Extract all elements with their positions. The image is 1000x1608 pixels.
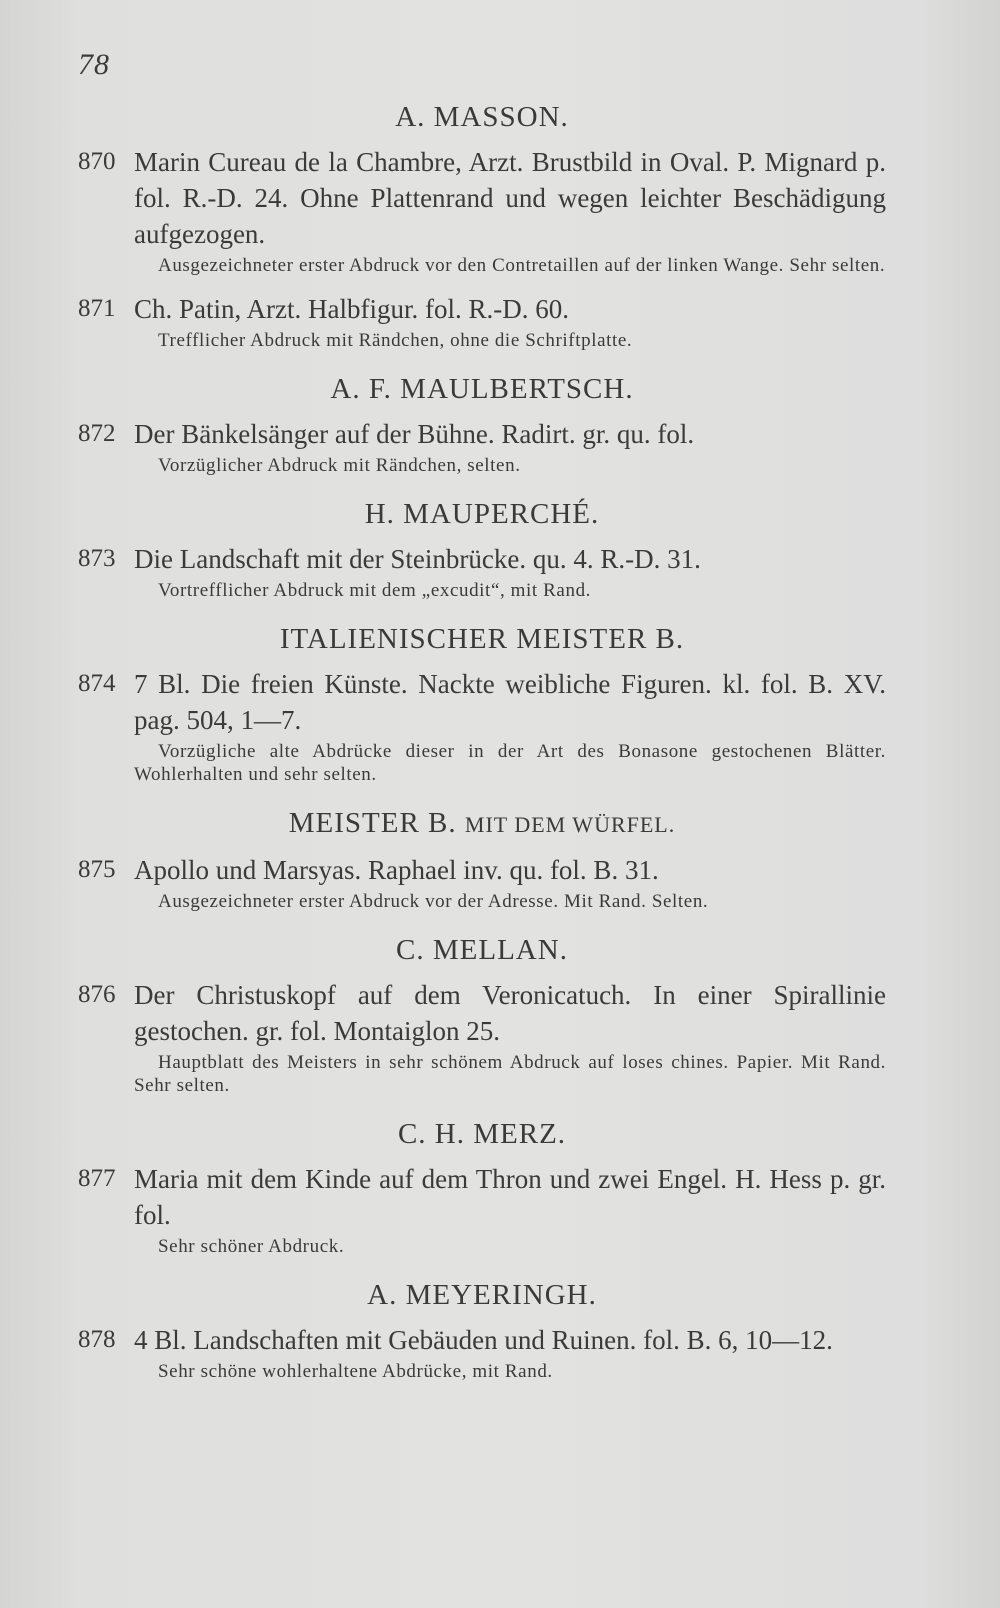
section-heading <box>78 806 886 842</box>
entry-text: Maria mit dem Kinde auf dem Thron und zwei Engel. H. Hess p. gr. fol. <box>134 1164 886 1230</box>
entry-text: Apollo und Marsyas. Raphael inv. qu. fol. B. 31. <box>134 855 659 885</box>
entry-number: 871 <box>78 295 116 322</box>
section-heading: C. MELLAN. <box>396 934 568 966</box>
section-meister-b-wuerfel <box>78 806 886 913</box>
section-masson <box>78 100 886 352</box>
catalog-entry-874 <box>78 666 886 786</box>
entry-note: Vortrefflicher Abdruck mit dem „excudit“, mit Rand. <box>158 580 592 601</box>
entry-note: Ausgezeichneter erster Abdruck vor der Adresse. Mit Rand. Selten. <box>158 891 709 912</box>
entry-number: 870 <box>78 148 116 175</box>
entry-note: Ausgezeichneter erster Abdruck vor den Contretaillen auf der linken Wange. Sehr selten. <box>158 255 886 276</box>
section-heading: H. MAUPERCHÉ. <box>364 498 600 530</box>
section-maulbertsch <box>78 372 886 477</box>
entry-text: 7 Bl. Die freien Künste. Nackte weibliche Figuren. kl. fol. B. XV. pag. 504, 1—7. <box>134 669 886 735</box>
catalog-entry-871 <box>78 291 886 352</box>
section-heading: C. H. MERZ. <box>397 1118 567 1150</box>
section-italienischer-meister <box>78 622 886 786</box>
entry-note: Sehr schöne wohlerhaltene Abdrücke, mit Rand. <box>158 1361 553 1382</box>
entry-number: 875 <box>78 856 116 883</box>
entry-text: Ch. Patin, Arzt. Halbfigur. fol. R.-D. 60. <box>134 294 569 324</box>
catalog-entry-876 <box>78 977 886 1097</box>
section-heading: A. MEYERINGH. <box>367 1279 597 1311</box>
section-heading: ITALIENISCHER MEISTER B. <box>279 623 685 655</box>
section-meyeringh <box>78 1278 886 1383</box>
entry-text: 4 Bl. Landschaften mit Gebäuden und Ruinen. fol. B. 6, 10—12. <box>134 1325 833 1355</box>
section-heading: A. MASSON. <box>395 101 569 133</box>
catalog-entry-878 <box>78 1322 886 1383</box>
entry-text: Der Christuskopf auf dem Veronicatuch. In einer Spirallinie gestochen. gr. fol. Montaiglon 25. <box>134 980 886 1046</box>
section-mauperche <box>78 497 886 602</box>
entry-note: Trefflicher Abdruck mit Rändchen, ohne die Schriftplatte. <box>158 330 633 351</box>
entry-number: 873 <box>78 545 116 572</box>
page-number: 78 <box>78 48 110 81</box>
entry-number: 876 <box>78 981 116 1008</box>
entry-number: 874 <box>78 670 116 697</box>
entry-text: Marin Cureau de la Chambre, Arzt. Brustbild in Oval. P. Mignard p. fol. R.-D. 24. Ohne Plattenrand und wegen leichter Beschädigung aufgezogen. <box>134 147 886 249</box>
catalog-entry-870 <box>78 144 886 277</box>
entry-note: Sehr schöner Abdruck. <box>158 1236 345 1257</box>
entry-note: Vorzügliche alte Abdrücke dieser in der Art des Bonasone gestochenen Blätter. Wohlerhalten und sehr selten. <box>134 741 886 785</box>
section-heading: A. F. MAULBERTSCH. <box>330 373 634 405</box>
catalog-entry-873 <box>78 541 886 602</box>
entry-text: Die Landschaft mit der Steinbrücke. qu. 4. R.-D. 31. <box>134 544 701 574</box>
entry-number: 877 <box>78 1165 116 1192</box>
entry-note: Hauptblatt des Meisters in sehr schönem Abdruck auf loses chines. Papier. Mit Rand. Sehr selten. <box>134 1052 886 1096</box>
heading-small-caps: MIT DEM WÜRFEL. <box>464 812 676 837</box>
entry-note: Vorzüglicher Abdruck mit Rändchen, selten. <box>158 455 521 476</box>
heading-main: MEISTER B. <box>288 807 457 839</box>
catalog-entry-872 <box>78 416 886 477</box>
catalog-column <box>78 100 886 1383</box>
catalog-entry-875 <box>78 852 886 913</box>
entry-number: 878 <box>78 1326 116 1353</box>
section-merz <box>78 1117 886 1258</box>
entry-text: Der Bänkelsänger auf der Bühne. Radirt. gr. qu. fol. <box>134 419 695 449</box>
section-mellan <box>78 933 886 1097</box>
catalog-entry-877 <box>78 1161 886 1258</box>
entry-number: 872 <box>78 420 116 447</box>
